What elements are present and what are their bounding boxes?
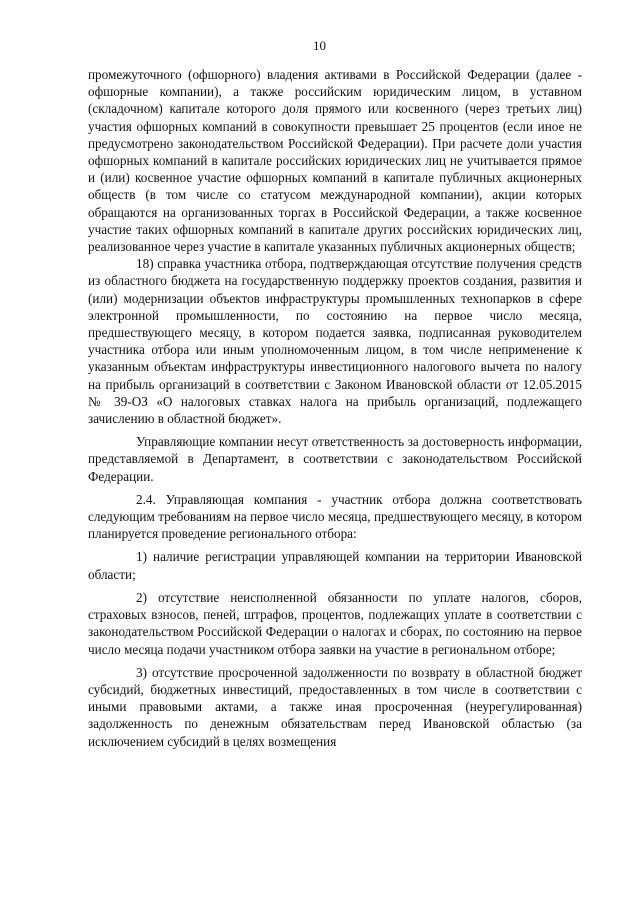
paragraph-offshore-continuation: промежуточного (офшорного) владения активами в Российской Федерации (далее - офшорные компании), а также российским юридическим лицом, в уставном (складочном) капитале которого доля прямого или косвенного (через третьих лиц) участия офшорных компаний в совокупности превышает 25 процентов (если иное не предусмотрено законодательством Российской Федерации). При расчете доли участия офшорных компаний в капитале российских юридических лиц не учитывается прямое и (или) косвенное участие офшорных компаний в капитале публичных акционерных обществ (в том числе со статусом международной компании), акции которых обращаются на организованных торгах в Российской Федерации, а также косвенное участие таких офшорных компаний в капитале других российских юридических лиц, реализованное через участие в капитале указанных публичных акционерных обществ; [88,67,582,255]
document-body [88,66,582,750]
page-number: 10 [313,38,326,53]
paragraph-item-18: 18) справка участника отбора, подтверждающая отсутствие получения средств из областного бюджета на государственную поддержку проектов создания, развития и (или) модернизации объектов инфраструктуры промышленных технопарков в сфере электронной промышленности, по состоянию на первое число месяца, предшествующего месяцу, в котором подается заявка, подписанная руководителем участника отбора или иным уполномоченным лицом, в том числе неприменение к указанным объектам инфраструктуры инвестиционного налогового вычета по налогу на прибыль организаций в соответствии с Законом Ивановской области от 12.05.2015 № 39-ОЗ «О налоговых ставках налога на прибыль организаций, подлежащего зачислению в областной бюджет». [88,256,582,427]
paragraph-section-2-4: 2.4. Управляющая компания - участник отбора должна соответствовать следующим требованиям на первое число месяца, предшествующего месяцу, в котором планируется проведение регионального отбора: [88,491,582,542]
paragraph-requirement-1: 1) наличие регистрации управляющей компании на территории Ивановской области; [88,549,582,582]
paragraph-requirement-3: 3) отсутствие просроченной задолженности по возврату в областной бюджет субсидий, бюджетных инвестиций, предоставленных в том числе в соответствии с иными правовыми актами, а также иная просроченная (неурегулированная) задолженность по денежным обязательствам перед Ивановской областью (за исключением субсидий в целях возмещения [88,664,582,749]
paragraph-requirement-2: 2) отсутствие неисполненной обязанности по уплате налогов, сборов, страховых взносов, пеней, штрафов, процентов, подлежащих уплате в соответствии с законодательством Российской Федерации о налогах и сборах, по состоянию на первое число месяца подачи участником отбора заявки на участие в региональном отборе; [88,589,582,657]
paragraph-responsibility: Управляющие компании несут ответственность за достоверность информации, представляемой в Департамент, в соответствии с законодательством Российской Федерации. [88,434,582,484]
